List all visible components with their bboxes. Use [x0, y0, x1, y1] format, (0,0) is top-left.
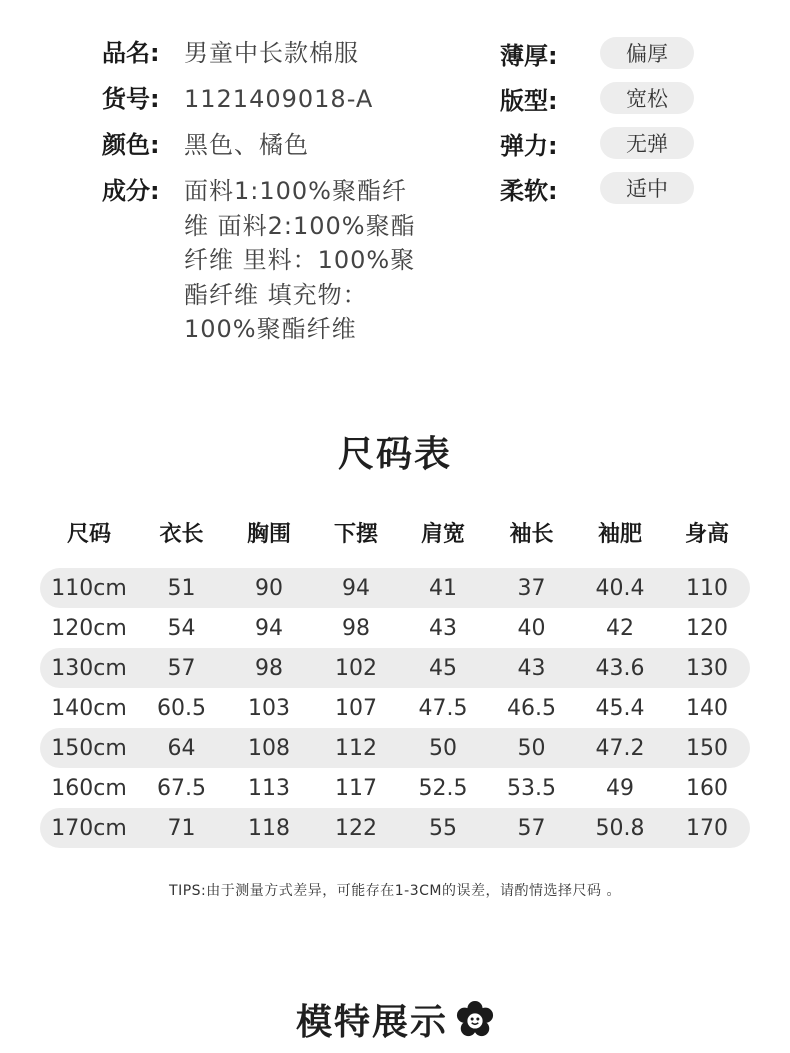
measurement-cell: 55	[429, 815, 457, 841]
measurement-cell: 37	[517, 575, 546, 601]
measurement-cell: 90	[255, 575, 283, 601]
measurement-cell: 43	[517, 655, 546, 681]
color-row	[102, 128, 442, 162]
attribute-elasticity	[500, 126, 694, 160]
size-chart-title: 尺码表	[337, 434, 452, 475]
model-section-header	[0, 994, 790, 1045]
model-title-wrap	[296, 994, 494, 1045]
measurement-cell: 160	[686, 775, 728, 801]
sku-row	[102, 82, 442, 116]
attribute-badge: 偏厚	[600, 37, 694, 69]
table-row	[40, 808, 750, 848]
size-cell: 120cm	[51, 615, 127, 641]
size-chart-body	[40, 568, 750, 848]
size-cell: 170cm	[51, 815, 127, 841]
tips-text: TIPS:由于测量方式差异，可能存在1-3CM的误差，请酌情选择尺码 。	[169, 883, 621, 899]
measurement-cell: 40.4	[595, 575, 645, 601]
table-row	[40, 768, 750, 808]
measurement-cell: 170	[686, 815, 728, 841]
color-value: 黑色、橘色	[184, 131, 309, 159]
table-row	[40, 568, 750, 608]
measurement-cell: 45.4	[595, 695, 645, 721]
attribute-badge: 适中	[600, 172, 694, 204]
measurement-cell: 98	[342, 615, 370, 641]
measurement-cell: 41	[429, 575, 457, 601]
attribute-label: 版型:	[500, 86, 558, 115]
measurement-cell: 50	[429, 735, 457, 761]
measurement-cell: 107	[335, 695, 377, 721]
measurement-cell: 67.5	[157, 775, 206, 801]
composition-label: 成分:	[102, 177, 160, 205]
attribute-fit	[500, 81, 694, 115]
column-header: 肩宽	[420, 521, 465, 547]
size-cell: 110cm	[51, 575, 127, 601]
color-label: 颜色:	[102, 131, 160, 159]
attribute-thickness	[500, 36, 694, 70]
sku-value: 1121409018-A	[184, 85, 374, 113]
measurement-cell: 47.2	[595, 735, 645, 761]
measurement-cell: 98	[255, 655, 283, 681]
attribute-badge: 宽松	[600, 82, 694, 114]
table-row	[40, 648, 750, 688]
measurement-cell: 52.5	[418, 775, 468, 801]
measurement-cell: 47.5	[418, 695, 468, 721]
measurement-cell: 103	[248, 695, 290, 721]
measurement-cell: 150	[686, 735, 728, 761]
name-value: 男童中长款棉服	[184, 39, 359, 67]
measurement-cell: 102	[335, 655, 377, 681]
table-row	[40, 728, 750, 768]
measurement-cell: 51	[167, 575, 196, 601]
column-header: 身高	[684, 521, 729, 547]
measurement-cell: 118	[248, 815, 290, 841]
column-header: 胸围	[246, 521, 291, 547]
measurement-cell: 130	[686, 655, 728, 681]
size-cell: 130cm	[51, 655, 127, 681]
column-header: 袖肥	[597, 521, 642, 547]
measurement-cell: 42	[606, 615, 634, 641]
measurement-cell: 94	[255, 615, 283, 641]
measurement-cell: 71	[167, 815, 196, 841]
measurement-cell: 120	[686, 615, 728, 641]
measurement-cell: 117	[335, 775, 377, 801]
measurement-cell: 113	[248, 775, 290, 801]
sku-label: 货号:	[102, 85, 160, 113]
table-row	[40, 608, 750, 648]
attribute-softness	[500, 171, 694, 205]
size-chart-header	[40, 510, 750, 554]
measurement-cell: 57	[167, 655, 196, 681]
measurement-cell: 140	[686, 695, 728, 721]
measurement-cell: 46.5	[507, 695, 556, 721]
composition-row	[102, 174, 442, 347]
measurement-cell: 50	[517, 735, 546, 761]
column-header: 下摆	[333, 521, 378, 547]
measurement-cell: 57	[517, 815, 546, 841]
measurement-cell: 60.5	[157, 695, 206, 721]
measurement-cell: 50.8	[595, 815, 645, 841]
flower-face-icon	[456, 1001, 494, 1039]
measurement-cell: 49	[606, 775, 634, 801]
attribute-badge: 无弹	[600, 127, 694, 159]
table-row	[40, 688, 750, 728]
measurement-cell: 43	[429, 615, 457, 641]
composition-value: 面料1:100%聚酯纤维 面料2:100%聚酯纤维 里料：100%聚酯纤维 填充物：100%聚酯纤维	[184, 177, 416, 343]
name-row	[102, 36, 442, 70]
measurement-cell: 64	[167, 735, 196, 761]
size-cell: 150cm	[51, 735, 127, 761]
model-section-title: 模特展示	[295, 1002, 448, 1043]
measurement-cell: 112	[335, 735, 377, 761]
measurement-cell: 122	[335, 815, 377, 841]
measurement-cell: 45	[429, 655, 457, 681]
column-header: 衣长	[159, 521, 204, 547]
measurement-cell: 94	[342, 575, 370, 601]
name-label: 品名:	[102, 39, 160, 67]
attribute-label: 柔软:	[500, 176, 558, 205]
product-basic-info	[102, 36, 442, 359]
measurement-cell: 54	[167, 615, 196, 641]
measurement-cell: 43.6	[595, 655, 645, 681]
column-header: 尺码	[66, 521, 111, 547]
attribute-label: 薄厚:	[500, 41, 558, 70]
size-chart-table	[40, 510, 750, 848]
size-cell: 140cm	[51, 695, 127, 721]
attribute-label: 弹力:	[500, 131, 558, 160]
measurement-cell: 53.5	[507, 775, 556, 801]
product-attributes	[500, 36, 694, 216]
measurement-cell: 110	[686, 575, 728, 601]
column-header: 袖长	[509, 521, 554, 547]
measurement-cell: 108	[248, 735, 290, 761]
measurement-cell: 40	[517, 615, 546, 641]
size-cell: 160cm	[51, 775, 127, 801]
